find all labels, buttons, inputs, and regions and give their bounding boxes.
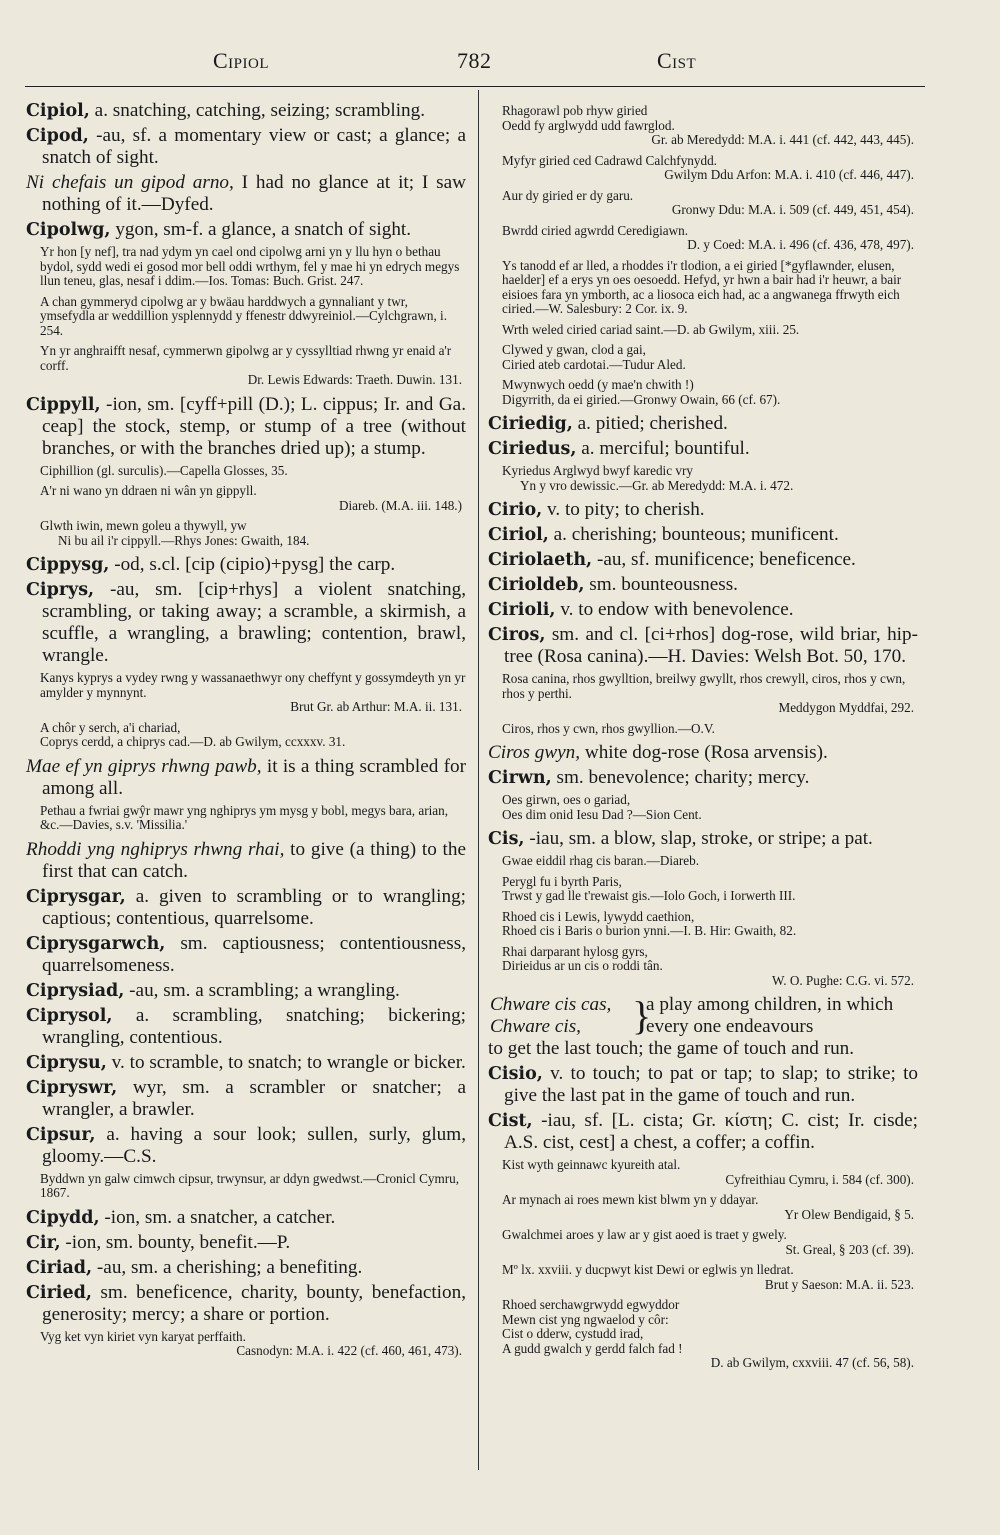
headword: Cippyll, (26, 394, 101, 415)
citation-line: Rhagorawl pob rhyw giried (502, 103, 648, 118)
dictionary-entry (488, 1063, 918, 1107)
headword: Ciprysu, (26, 1052, 107, 1073)
citation-line: Coprys cerdd, a chiprys cad.—D. ab Gwilym, ccxxxv. 31. (40, 734, 346, 749)
headword: Cisio, (488, 1064, 543, 1084)
citation-line: Bwrdd ciried agwrdd Ceredigiawn. (502, 222, 689, 238)
dictionary-entry (26, 394, 466, 460)
citation-block (26, 484, 466, 513)
citation-block (488, 189, 918, 218)
definition: a play among children, in which every one endeavours (646, 994, 894, 1037)
running-head-right: Cist (657, 48, 697, 73)
brace-symbol: } (632, 993, 652, 1038)
citation-block (26, 519, 466, 548)
citation-source: Yr Olew Bendigaid, § 5. (784, 1206, 914, 1222)
dictionary-entry (26, 172, 466, 216)
definition: I had no glance at it; I saw nothing of it.—Dyfed. (42, 172, 467, 215)
citation-block (488, 464, 918, 493)
dictionary-entry (488, 549, 918, 571)
citation-line: Rhoed cis i Baris o burion ynni.—I. B. Hir: Gwaith, 82. (502, 923, 797, 938)
dictionary-entry (26, 1124, 466, 1168)
definition: -au, sm. a scrambling; a wrangling. (124, 979, 400, 1001)
citation-line: A chan gymmeryd cipolwg ar y bwäau harddwych a gynnaliant y twr, ymsefydla ar weddillion ysplennydd y ffenestr ddwyreiniol.—Cylchgrawn, i. 254. (40, 293, 448, 338)
running-head-left: Cipiol (213, 48, 270, 73)
citation-line: Rhoed cis i Lewis, lywydd caethion, (502, 908, 695, 924)
citation-line: Clywed y gwan, clod a gai, (502, 342, 646, 357)
headword: Ciriol, (488, 525, 549, 545)
dictionary-entry (26, 1052, 466, 1074)
column-divider (478, 90, 479, 1470)
dictionary-entry (26, 219, 466, 241)
definition: wyr, sm. a scrambler or snatcher; a wrangler, a brawler. (42, 1076, 466, 1120)
citation-block (488, 1228, 918, 1257)
header-rule (25, 86, 925, 87)
example-phrase: Mae ef yn giprys rhwng pawb, (26, 755, 262, 777)
dictionary-entry (488, 742, 918, 764)
citation-source: Brut y Saeson: M.A. ii. 523. (764, 1276, 914, 1292)
headword: Ciriolaeth, (488, 550, 593, 570)
definition: a. cherishing; bounteous; munificent. (548, 524, 839, 545)
citation-block (488, 1298, 918, 1371)
citation-block (488, 343, 918, 372)
definition: a. scrambling, snatching; bickering; wrangling, contentious. (42, 1004, 466, 1048)
definition: v. to touch; to pat or tap; to slap; to strike; to give the last pat in the game of touch and run. (504, 1063, 918, 1106)
citation-line: Wrth weled ciried cariad saint.—D. ab Gwilym, xiii. 25. (502, 321, 800, 337)
definition: to give (a thing) to the first that can catch. (42, 838, 466, 882)
citation-source: Casnodyn: M.A. i. 422 (cf. 460, 461, 473). (236, 1343, 462, 1358)
citation-source: W. O. Pughe: C.G. vi. 572. (771, 972, 914, 988)
page-number: 782 (457, 48, 492, 73)
citation-source: Brut Gr. ab Arthur: M.A. ii. 131. (290, 699, 462, 714)
citation-block (488, 1193, 918, 1222)
headword: Ciprysgar, (26, 886, 126, 907)
right-column (488, 100, 918, 1377)
citation-block (488, 378, 918, 407)
dictionary-entry (488, 624, 918, 668)
headword: Ciprysiad, (26, 980, 125, 1001)
citation-source: D. y Coed: M.A. i. 496 (cf. 436, 478, 497). (687, 237, 914, 252)
citation-line: Rhoed serchawgrwydd egwyddor (502, 1297, 680, 1312)
headword: Ciprys, (26, 580, 95, 600)
headword: Cippysg, (26, 555, 110, 575)
citation-block (488, 875, 918, 904)
definition: -ion, sm. [cyff+pill (D.); L. cippus; Ir. and Ga. ceap] the stock, stemp, or stump of a tree (without branches, or with the branches dried up); a stump. (42, 393, 466, 459)
definition: sm. beneficence, charity, bounty, benefaction, generosity; mercy; a share or portion. (42, 1281, 466, 1325)
dictionary-entry (26, 886, 466, 930)
dictionary-entry (488, 828, 918, 850)
dictionary-entry (26, 980, 466, 1002)
definition: sm. captiousness; contentiousness, quarrelsomeness. (42, 932, 466, 976)
headword: Cipolwg, (26, 220, 111, 240)
definition: a. merciful; bountiful. (576, 438, 750, 459)
citation-line: Rosa canina, rhos gwylltion, breilwy gwyllt, rhos crewyll, ciros, rhos y cwn, rhos y perthi. (502, 671, 906, 701)
headword: Cirio, (488, 500, 543, 520)
citation-line: Mwynwych oedd (y mae'n chwith !) (502, 377, 694, 392)
dictionary-entry (26, 554, 466, 576)
citation-block (488, 945, 918, 989)
dictionary-entry (26, 100, 466, 122)
citation-source: Cyfreithiau Cymru, i. 584 (cf. 300). (725, 1171, 914, 1187)
definition: it is a thing scrambled for among all. (42, 755, 466, 799)
definition: -au, sm. [cip+rhys] a violent snatching, scrambling, or taking away; a scramble, a skirmish, a scuffle, a wrangling, a brawling; contention, brawl, wrangle. (42, 579, 466, 666)
paired-phrases (488, 994, 632, 1038)
citation-source: St. Greal, § 203 (cf. 39). (785, 1241, 914, 1257)
definition: -ion, sm. bounty, benefit.—P. (60, 1231, 291, 1253)
definition: ygon, sm-f. a glance, a snatch of sight. (110, 219, 412, 240)
page-header (25, 48, 925, 78)
dictionary-entry (26, 1282, 466, 1326)
citation-source: Dr. Lewis Edwards: Traeth. Duwin. 131. (247, 372, 462, 387)
citation-line: A gudd gwalch y gerdd falch fad ! (502, 1340, 683, 1356)
citation-line: Ni bu ail i'r cippyll.—Rhys Jones: Gwaith, 184. (58, 532, 310, 548)
dictionary-entry (26, 756, 466, 800)
citation-block (488, 672, 918, 716)
headword: Cirioli, (488, 600, 556, 620)
citation-line: Rhai darparant hylosg gyrs, (502, 943, 648, 959)
dictionary-entry (26, 1077, 466, 1121)
dictionary-entry (26, 1257, 466, 1279)
citation-block (488, 104, 918, 148)
definition: sm. benevolence; charity; mercy. (551, 767, 810, 788)
citation-block (26, 721, 466, 750)
headword: Cipydd, (26, 1207, 100, 1228)
headword: Ciros, (488, 625, 546, 645)
example-phrase: Chware cis, (490, 1016, 581, 1037)
citation-block (26, 344, 466, 388)
headword: Cis, (488, 829, 525, 849)
citation-block (26, 245, 466, 289)
citation-block (26, 804, 466, 833)
definition: v. to scramble, to snatch; to wrangle or bicker. (106, 1051, 466, 1073)
definition: sm. bounteousness. (584, 574, 738, 595)
citation-block (488, 722, 918, 737)
headword: Ciriad, (26, 1257, 93, 1278)
citation-line: Oes dim onid Iesu Dad ?—Sion Cent. (502, 806, 702, 822)
example-phrase: Chware cis cas, (490, 994, 612, 1015)
definition: sm. and cl. [ci+rhos] dog-rose, wild briar, hip-tree (Rosa canina).—H. Davies: Welsh Bot. 50, 170. (504, 624, 918, 667)
citation-source: Gwilym Ddu Arfon: M.A. i. 410 (cf. 446, 447). (664, 167, 914, 182)
definition: -ion, sm. a snatcher, a catcher. (99, 1206, 336, 1228)
headword: Cipiol, (26, 101, 90, 121)
citation-block (26, 671, 466, 715)
definition: a. having a sour look; sullen, surly, glum, gloomy.—C.S. (42, 1123, 466, 1167)
citation-block (26, 464, 466, 479)
headword: Cirwn, (488, 768, 552, 788)
citation-line: Gwalchmei aroes y law ar y gist aoed is traet y gwely. (502, 1227, 787, 1242)
citation-block (26, 1172, 466, 1201)
headword: Ciprysol, (26, 1005, 113, 1026)
headword: Cipod, (26, 126, 89, 146)
dictionary-entry (488, 524, 918, 546)
headword: Cipsur, (26, 1124, 96, 1145)
citation-line: Trwst y gad lle t'rewaist gis.—Iolo Goch, i Iorwerth III. (502, 888, 796, 903)
definition: v. to endow with benevolence. (555, 599, 794, 620)
headword: Ciriedus, (488, 439, 577, 459)
definition: v. to pity; to cherish. (542, 499, 705, 520)
citation-line: Ciros, rhos y cwn, rhos gwyllion.—O.V. (502, 720, 715, 736)
citation-source: Diareb. (M.A. iii. 148.) (338, 497, 462, 513)
headword: Cir, (26, 1232, 61, 1253)
headword: Cirioldeb, (488, 575, 585, 595)
dictionary-entry (26, 125, 466, 169)
left-column (26, 100, 466, 1365)
headword: Ciprysgarwch, (26, 933, 166, 954)
citation-source: Gr. ab Meredydd: M.A. i. 441 (cf. 442, 443, 445). (651, 132, 914, 147)
dictionary-entry (488, 499, 918, 521)
example-phrase: Ciros gwyn, (488, 742, 581, 763)
citation-block (488, 259, 918, 317)
citation-line: Cist o dderw, cystudd irad, (502, 1326, 644, 1341)
dictionary-entry (26, 1005, 466, 1049)
citation-block (488, 323, 918, 338)
citation-source: Gronwy Ddu: M.A. i. 509 (cf. 449, 451, 454). (671, 202, 914, 217)
definition: to get the last touch; the game of touch and run. (488, 1038, 855, 1059)
dictionary-entry (26, 1232, 466, 1254)
citation-line: Mewn cist yng ngwaelod y côr: (502, 1311, 669, 1327)
paired-entry (488, 994, 918, 1060)
citation-line: Yr hon [y nef], tra nad ydym yn cael ond cipolwg arni yn y llu hyn o bethau bydol, sydd wedi ei gosod mor bell oddi wrthym, fel y mae hi yn edrych megys llun teneu, glas, nesaf i ddim.—Ios. Tomas: Buch. Grist. 247. (40, 244, 460, 288)
citation-line: Ys tanodd ef ar lled, a rhoddes i'r tlodion, a ei giried [*gyflawnder, elusen, haelder] ef a erys yn oes oesoedd. Hefyd, yr hwn a bair had i'r heuwr, a bair eisioes fara yn ymborth, ac a liosoca eich had, ac a angwanega ffrwyth eich ciried.—W. Salesbury: 2 Cor. ix. 9. (502, 257, 902, 316)
citation-block (488, 910, 918, 939)
example-phrase: Rhoddi yng nghiprys rhwng rhai, (26, 838, 285, 860)
definition: -iau, sm. a blow, slap, stroke, or stripe; a pat. (524, 828, 873, 849)
citation-line: Gwae eiddil rhag cis baran.—Diareb. (502, 853, 700, 868)
dictionary-entry (488, 413, 918, 435)
citation-block (488, 793, 918, 822)
example-phrase: Ni chefais un gipod arno, (26, 172, 234, 193)
paired-entry-row (488, 994, 918, 1038)
definition: -au, sf. a momentary view or cast; a glance; a snatch of sight. (42, 125, 466, 168)
definition: a. snatching, catching, seizing; scrambling. (89, 100, 426, 121)
citation-line: Mº lx. xxviii. y ducpwyt kist Dewi or eglwis yn lledrat. (502, 1262, 794, 1277)
citation-line: Ciried ateb cardotai.—Tudur Aled. (502, 356, 686, 372)
dictionary-entry (488, 574, 918, 596)
definition: -od, s.cl. [cip (cipio)+pysg] the carp. (109, 554, 396, 575)
citation-line: Pethau a fwriai gwŷr mawr yng nghiprys ym mysg y bobl, megys bara, arian, &c.—Davies, s.v. 'Missilia.' (40, 802, 448, 832)
headword: Ciriedig, (488, 414, 573, 434)
headword: Ciried, (26, 1282, 92, 1303)
citation-line: Ar mynach ai roes mewn kist blwm yn y ddayar. (502, 1192, 759, 1207)
definition: a. pitied; cherished. (572, 413, 728, 434)
dictionary-entry (488, 1110, 918, 1154)
citation-line: Perygl fu i byrth Paris, (502, 873, 622, 889)
headword: Cist, (488, 1111, 533, 1131)
headword: Cipryswr, (26, 1077, 118, 1098)
citation-line: Myfyr giried ced Cadrawd Calchfynydd. (502, 152, 717, 168)
citation-block (488, 154, 918, 183)
citation-block (26, 295, 466, 339)
citation-source: Meddygon Myddfai, 292. (778, 700, 914, 715)
citation-line: Oedd fy arglwydd udd fawrglod. (502, 117, 675, 133)
dictionary-entry (488, 767, 918, 789)
dictionary-entry (26, 579, 466, 667)
citation-block (488, 1263, 918, 1292)
citation-line: Dirieidus ar un cis o roddi tân. (502, 958, 663, 973)
citation-line: Byddwn yn galw cimwch cipsur, trwynsur, ar ddyn gwedwst.—Cronicl Cymru, 1867. (40, 1170, 460, 1200)
citation-line: Yn yr anghraifft nesaf, cymmerwn gipolwg ar y cyssylltiad rhwng yr enaid a'r corff. (40, 343, 452, 373)
citation-line: Glwth iwin, mewn goleu a thywyll, yw (40, 518, 247, 533)
citation-line: Oes girwn, oes o gariad, (502, 792, 631, 807)
citation-line: Digyrrith, da ei giried.—Gronwy Owain, 66 (cf. 67). (502, 391, 781, 407)
dictionary-entry (488, 438, 918, 460)
citation-line: Kist wyth geinnawc kyureith atal. (502, 1157, 681, 1172)
definition: white dog-rose (Rosa arvensis). (580, 742, 828, 763)
citation-line: A'r ni wano yn ddraen ni wân yn gippyll. (40, 483, 257, 498)
citation-line: Yn y vro dewissic.—Gr. ab Meredydd: M.A. i. 472. (520, 477, 794, 493)
citation-line: Kyriedus Arglwyd bwyf karedic vry (502, 463, 693, 478)
definition: -au, sm. a cherishing; a benefiting. (92, 1256, 363, 1278)
citation-block (26, 1330, 466, 1359)
citation-line: A chôr y serch, a'i chariad, (40, 719, 181, 735)
citation-source: D. ab Gwilym, cxxviii. 47 (cf. 56, 58). (710, 1355, 914, 1370)
citation-block (488, 224, 918, 253)
dictionary-entry (26, 839, 466, 883)
definition: -au, sf. munificence; beneficence. (592, 549, 856, 570)
dictionary-entry (26, 933, 466, 977)
citation-line: Ciphillion (gl. surculis).—Capella Glosses, 35. (40, 462, 288, 478)
citation-line: Kanys kyprys a vydey rwng y wassanaethwyr ony cheffynt y gossymdeyth yn yr amylder y mynnynt. (40, 670, 466, 700)
citation-block (488, 1158, 918, 1187)
citation-line: Aur dy giried er dy garu. (502, 187, 634, 203)
dictionary-entry (26, 1207, 466, 1229)
definition: a. given to scrambling or to wrangling; captious; contentious, quarrelsome. (42, 885, 466, 929)
citation-line: Vyg ket vyn kiriet vyn karyat perffaith. (40, 1328, 246, 1344)
citation-block (488, 854, 918, 869)
dictionary-entry (488, 599, 918, 621)
definition: -iau, sf. [L. cista; Gr. κίστη; C. cist; Ir. cisde; A.S. cist, cest] a chest, a coffer; a coffin. (504, 1110, 918, 1153)
